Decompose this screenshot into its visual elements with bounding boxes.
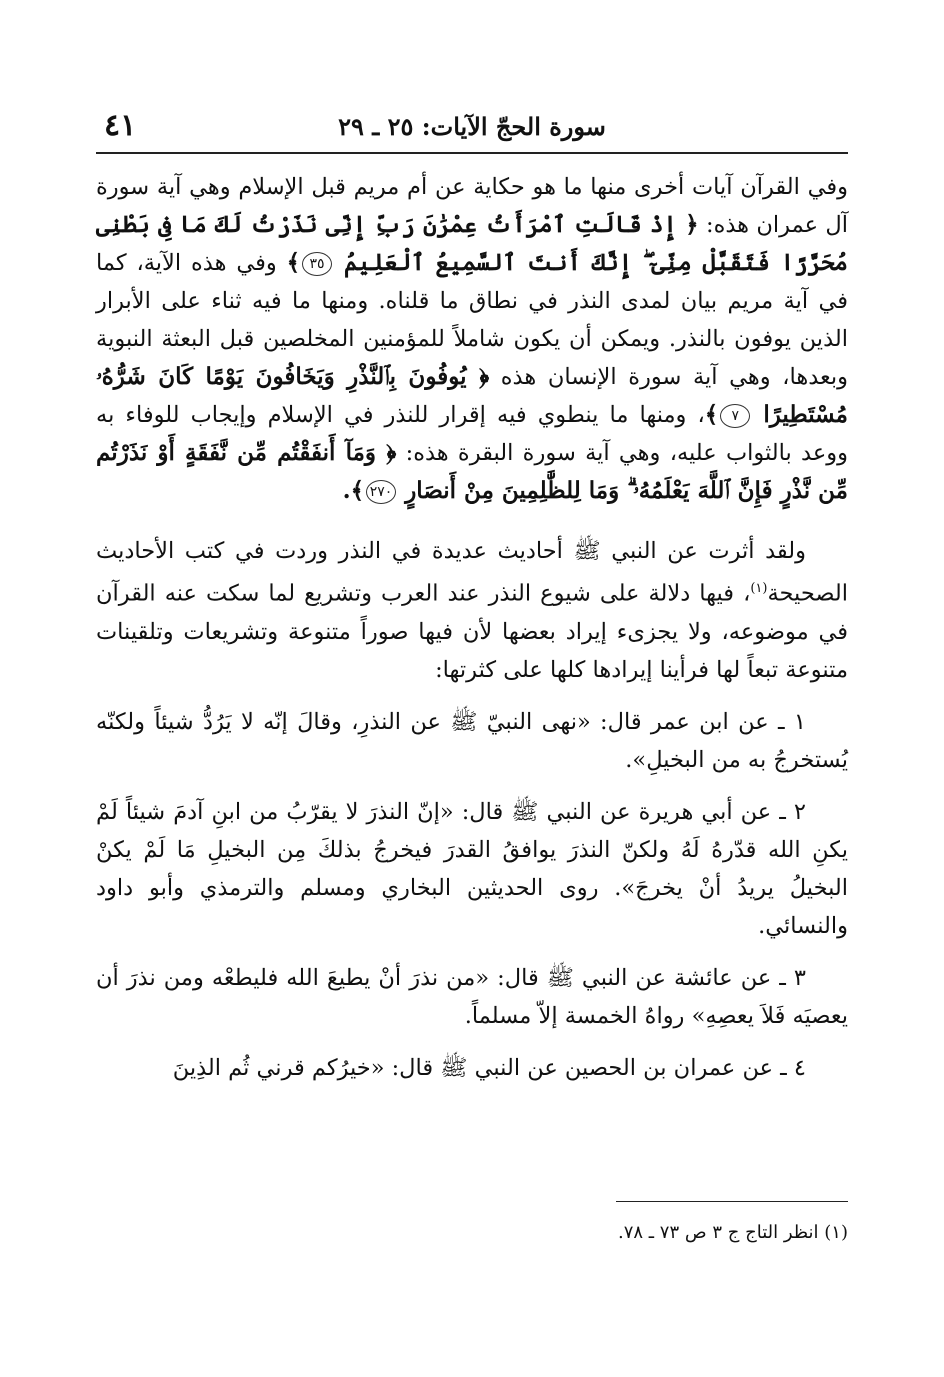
footnote-reference[interactable]: (١) (750, 581, 768, 596)
paragraph-quran-verses (96, 168, 848, 510)
intro-text-1: وفي القرآن آيات أخرى منها ما هو حكاية عن أم مريم قبل الإسلام وهي آية سورة آل عمران هذه: (96, 174, 848, 238)
footnote: (١) انظر التاج ج ٣ ص ٧٣ ـ ٧٨. (618, 1222, 848, 1243)
hadith-item-3: ٣ ـ عن عائشة عن النبي ﷺ قال: «من نذرَ أنْ يطيعَ الله فليطعْه ومن نذرَ أن يعصيَه فَلاَ يعصِهِ» رواهُ الخمسة إلاّ مسلماً. (96, 964, 848, 1029)
hadith-intro-text-b: ، فيها دلالة على شيوع النذر عند العرب وتشريع لما سكت عنه القرآن في موضوعه، ولا يجزىء إيراد بعضها لأن فيها صوراً متنوعة وتشريعات وتلقينات متنوعة تبعاً لها فرأينا إيرادها كلها على كثرتها: (96, 580, 848, 683)
page-number: ٤١ (104, 108, 137, 143)
footnote-divider (616, 1201, 848, 1202)
quran-verse-al-imran: ﴿ إِذْ قَالَتِ ٱمْرَأَتُ عِمْرَٰنَ رَبِّ إِنِّى نَذَرْتُ لَكَ مَا فِى بَطْنِى مُحَرَّرًا فَتَقَبَّلْ مِنِّىٓ ۖ إِنَّكَ أَنتَ ٱلسَّمِيعُ ٱلْعَلِيمُ (96, 211, 849, 276)
ayah-number-marker: ٣٥ (302, 252, 332, 276)
intro-text-3: ، ومنها ما ينطوي فيه إقرار للنذر في الإسلام وإيجاب للوفاء به ووعد بالثواب عليه، وهي آية سورة البقرة هذه: (96, 402, 849, 466)
verse-close-bracket: ﴾ (704, 401, 719, 428)
verse-close-bracket: ﴾ (286, 249, 301, 276)
quran-verse-al-baqara: ﴿ وَمَآ أَنفَقْتُم مِّن نَّفَقَةٍ أَوْ نَذَرْتُم مِّن نَّذْرٍ فَإِنَّ ٱللَّهَ يَعْلَمُهُۥ ۗ وَمَا لِلظَّٰلِمِينَ مِنْ أَنصَارٍ (96, 439, 848, 504)
quran-verse-al-insan: ﴿ يُوفُونَ بِٱلنَّذْرِ وَيَخَافُونَ يَوْمًا كَانَ شَرُّهُۥ مُسْتَطِيرًا (96, 363, 848, 428)
paragraph-hadith-intro (96, 532, 848, 689)
hadith-item-4: ٤ ـ عن عمران بن الحصين عن النبي ﷺ قال: «خيرُكم قرني ثُم الذِينَ (172, 1054, 806, 1081)
verse-close-bracket: ﴾. (342, 477, 365, 504)
intro-text-2: وفي هذه الآية، كما في آية مريم بيان لمدى النذر في نطاق ما قلناه. ومنها ما فيه ثناء على الأبرار الذين يوفون بالنذر. ويمكن أن يكون شاملاً للمؤمنين المخلصين قبل البعثة النبوية وبعدها، وهي آية سورة الإنسان هذه (96, 250, 848, 390)
hadith-item-1: ١ ـ عن ابن عمر قال: «نهى النبيّ ﷺ عن النذرِ، وقالَ إنّه لا يَرُدُّ شيئاً ولكنّه يُستخرجُ به من البخيلِ». (96, 708, 848, 773)
ayah-number-marker: ٢٧٠ (366, 480, 396, 504)
hadith-intro-text-a: ولقد أثرت عن النبي ﷺ أحاديث عديدة في النذر وردت في كتب الأحاديث الصحيحة (96, 538, 848, 607)
running-title: سورة الحجّ الآيات: ٢٥ ـ ٢٩ (338, 112, 606, 141)
ayah-number-marker: ٧ (720, 404, 750, 428)
hadith-item-2: ٢ ـ عن أبي هريرة عن النبي ﷺ قال: «إنّ النذرَ لا يقرّبُ من ابنِ آدمَ شيئاً لَمْ يكنِ الله قدّرهُ لَهُ ولكنّ النذرَ يوافقُ القدرَ فيخرجُ بذلكَ مِن البخيلِ مَا لَمْ يكنْ البخيلُ يريدُ أنْ يخرجَ». روى الحديثين البخاري ومسلم والترمذي وأبو داود والنسائي. (96, 798, 848, 939)
main-text (96, 168, 848, 1087)
page-header (96, 108, 848, 154)
